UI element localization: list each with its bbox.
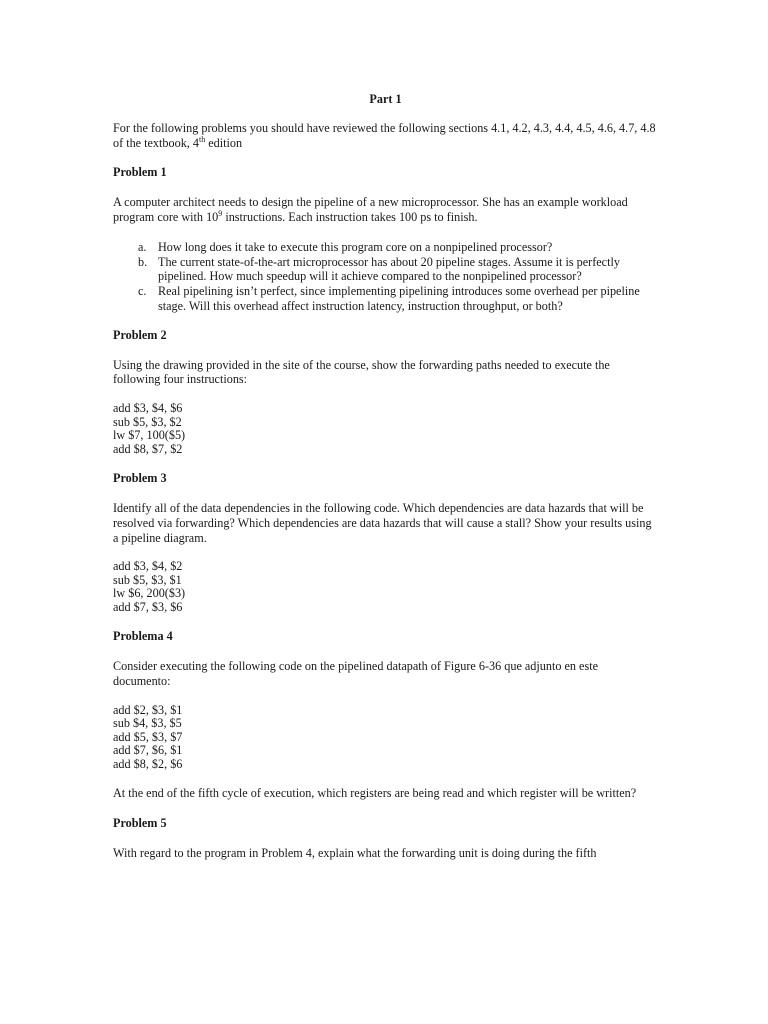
code-line: add $8, $7, $2 <box>113 441 183 456</box>
problem-2-text: Using the drawing provided in the site of the course, show the forwarding paths needed to execute the following four instructions: <box>113 357 610 387</box>
code-line: add $5, $3, $7 <box>113 729 183 744</box>
code-line: sub $5, $3, $1 <box>113 572 182 587</box>
list-item-text: How long does it take to execute this program core on a nonpipelined processor? <box>158 239 553 254</box>
code-line: lw $7, 100($5) <box>113 428 186 443</box>
code-line: add $8, $2, $6 <box>113 756 183 771</box>
problem-4-text: Consider executing the following code on the pipelined datapath of Figure 6-36 que adjunto en este documento: <box>113 659 599 688</box>
list-item <box>113 255 658 285</box>
list-item-text: Real pipelining isn’t perfect, since implementing pipelining introduces some overhead per pipeline stage. Will this overhead affect instruction latency, instruction throughput, or both? <box>158 284 640 313</box>
intro-text-end: edition <box>205 135 243 150</box>
problem-4-heading: Problema 4 <box>113 629 173 644</box>
intro-text: For the following problems you should have reviewed the following sections 4.1, 4.2, 4.3, 4.4, 4.5, 4.6, 4.7, 4.8 of the textbook, 4 <box>113 120 656 150</box>
problem-5-text: With regard to the program in Problem 4, explain what the forwarding unit is doing during the fifth <box>113 845 597 860</box>
list-marker: a. <box>138 239 147 254</box>
problem-2-heading: Problem 2 <box>113 327 167 342</box>
problem-1-text-end: instructions. Each instruction takes 100 ps to finish. <box>222 209 478 224</box>
problem-1-text <box>113 195 658 225</box>
problem-1-text-start: A computer architect needs to design the pipeline of a new microprocessor. She has an example workload program core with 10 <box>113 195 628 224</box>
part-title: Part 1 <box>369 92 402 106</box>
list-item <box>113 240 658 255</box>
code-line: add $7, $3, $6 <box>113 599 183 614</box>
code-line: add $7, $6, $1 <box>113 743 183 758</box>
problem-3-text: Identify all of the data dependencies in the following code. Which dependencies are data hazards that will be resolved via forwarding? Which dependencies are data hazards that will cause a stall? Show your results using a pipeline diagram. <box>113 500 652 545</box>
code-line: add $2, $3, $1 <box>113 702 183 717</box>
document-page <box>113 84 658 876</box>
problem-5-heading: Problem 5 <box>113 816 167 831</box>
intro-paragraph <box>113 121 658 151</box>
code-line: add $3, $4, $6 <box>113 401 183 416</box>
code-line: lw $6, 200($3) <box>113 586 186 601</box>
list-marker: c. <box>138 284 147 299</box>
list-item <box>113 284 658 314</box>
code-line: sub $4, $3, $5 <box>113 716 182 731</box>
list-item-text: The current state-of-the-art microprocessor has about 20 pipeline stages. Assume it is perfectly pipelined. How much speedup will it achieve compared to the nonpipelined processor? <box>158 254 620 284</box>
code-line: sub $5, $3, $2 <box>113 414 182 429</box>
problem-4-question: At the end of the fifth cycle of execution, which registers are being read and which register will be written? <box>113 786 637 801</box>
problem-1-question-list <box>113 240 658 314</box>
problem-3-heading: Problem 3 <box>113 471 167 486</box>
code-line: add $3, $4, $2 <box>113 559 183 574</box>
problem-2-code-block <box>113 402 658 456</box>
list-marker: b. <box>138 254 148 269</box>
problem-3-code-block <box>113 560 658 614</box>
problem-1-heading: Problem 1 <box>113 165 167 180</box>
intro-superscript: th <box>198 134 206 144</box>
problem-1-exponent: 9 <box>218 208 223 218</box>
problem-4-code-block <box>113 704 658 772</box>
